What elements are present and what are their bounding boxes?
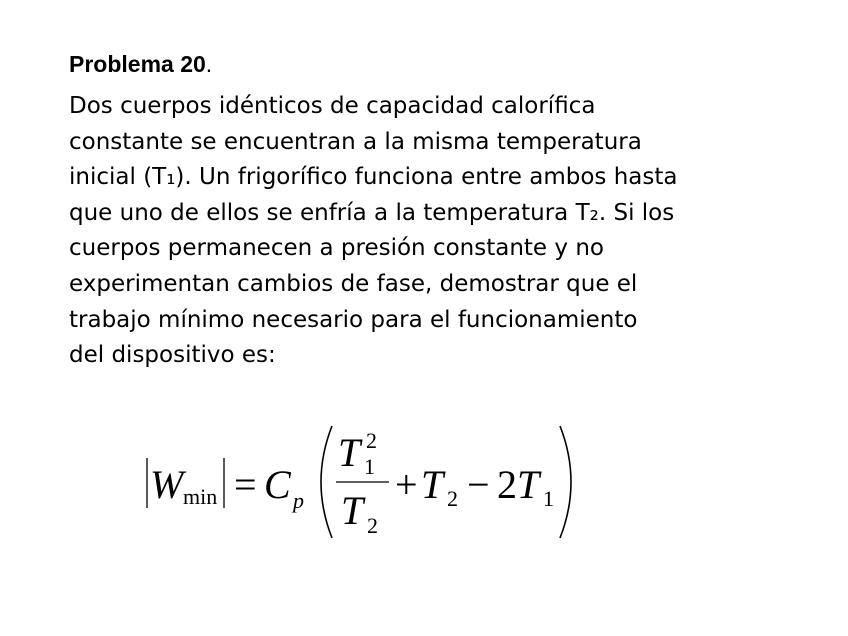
equals-sign: = bbox=[234, 462, 257, 507]
problem-number: Problema 20 bbox=[69, 51, 206, 77]
numerator-superscript: 2 bbox=[366, 428, 377, 453]
statement-line: del dispositivo es: bbox=[69, 342, 276, 369]
t2-symbol: T bbox=[421, 462, 444, 507]
right-parenthesis bbox=[560, 426, 571, 538]
numerator-symbol: T bbox=[338, 430, 361, 475]
t2-subscript: 2 bbox=[447, 486, 458, 511]
statement-line: que uno de ellos se enfría a la temperatura T₂. Si los bbox=[69, 199, 675, 226]
statement-line: cuerpos permanecen a presión constante y no bbox=[69, 235, 604, 262]
problem-statement bbox=[69, 89, 789, 374]
statement-line: constante se encuentran a la misma temperatura bbox=[69, 128, 642, 155]
heading-period: . bbox=[205, 51, 213, 77]
coefficient-two: 2 bbox=[497, 462, 517, 507]
c-symbol: C bbox=[264, 462, 291, 507]
denominator-subscript: 2 bbox=[367, 513, 378, 538]
left-parenthesis bbox=[321, 426, 332, 538]
problem-heading bbox=[69, 50, 212, 78]
w-symbol: W bbox=[150, 462, 184, 507]
statement-line: trabajo mínimo necesario para el funcionamiento bbox=[69, 306, 638, 333]
statement-line: experimentan cambios de fase, demostrar que el bbox=[69, 270, 638, 297]
work-formula bbox=[140, 418, 585, 548]
t1-subscript: 1 bbox=[543, 486, 554, 511]
w-subscript: min bbox=[183, 484, 218, 509]
statement-line: Dos cuerpos idénticos de capacidad calorífica bbox=[69, 93, 596, 119]
c-subscript: p bbox=[293, 488, 304, 513]
numerator-subscript: 1 bbox=[364, 454, 375, 479]
denominator-symbol: T bbox=[341, 488, 364, 533]
plus-sign: + bbox=[395, 462, 418, 507]
formula-svg bbox=[140, 418, 585, 548]
minus-sign: − bbox=[467, 462, 490, 507]
statement-line: inicial (T₁). Un frigorífico funciona entre ambos hasta bbox=[69, 164, 678, 191]
t1-symbol: T bbox=[517, 462, 540, 507]
